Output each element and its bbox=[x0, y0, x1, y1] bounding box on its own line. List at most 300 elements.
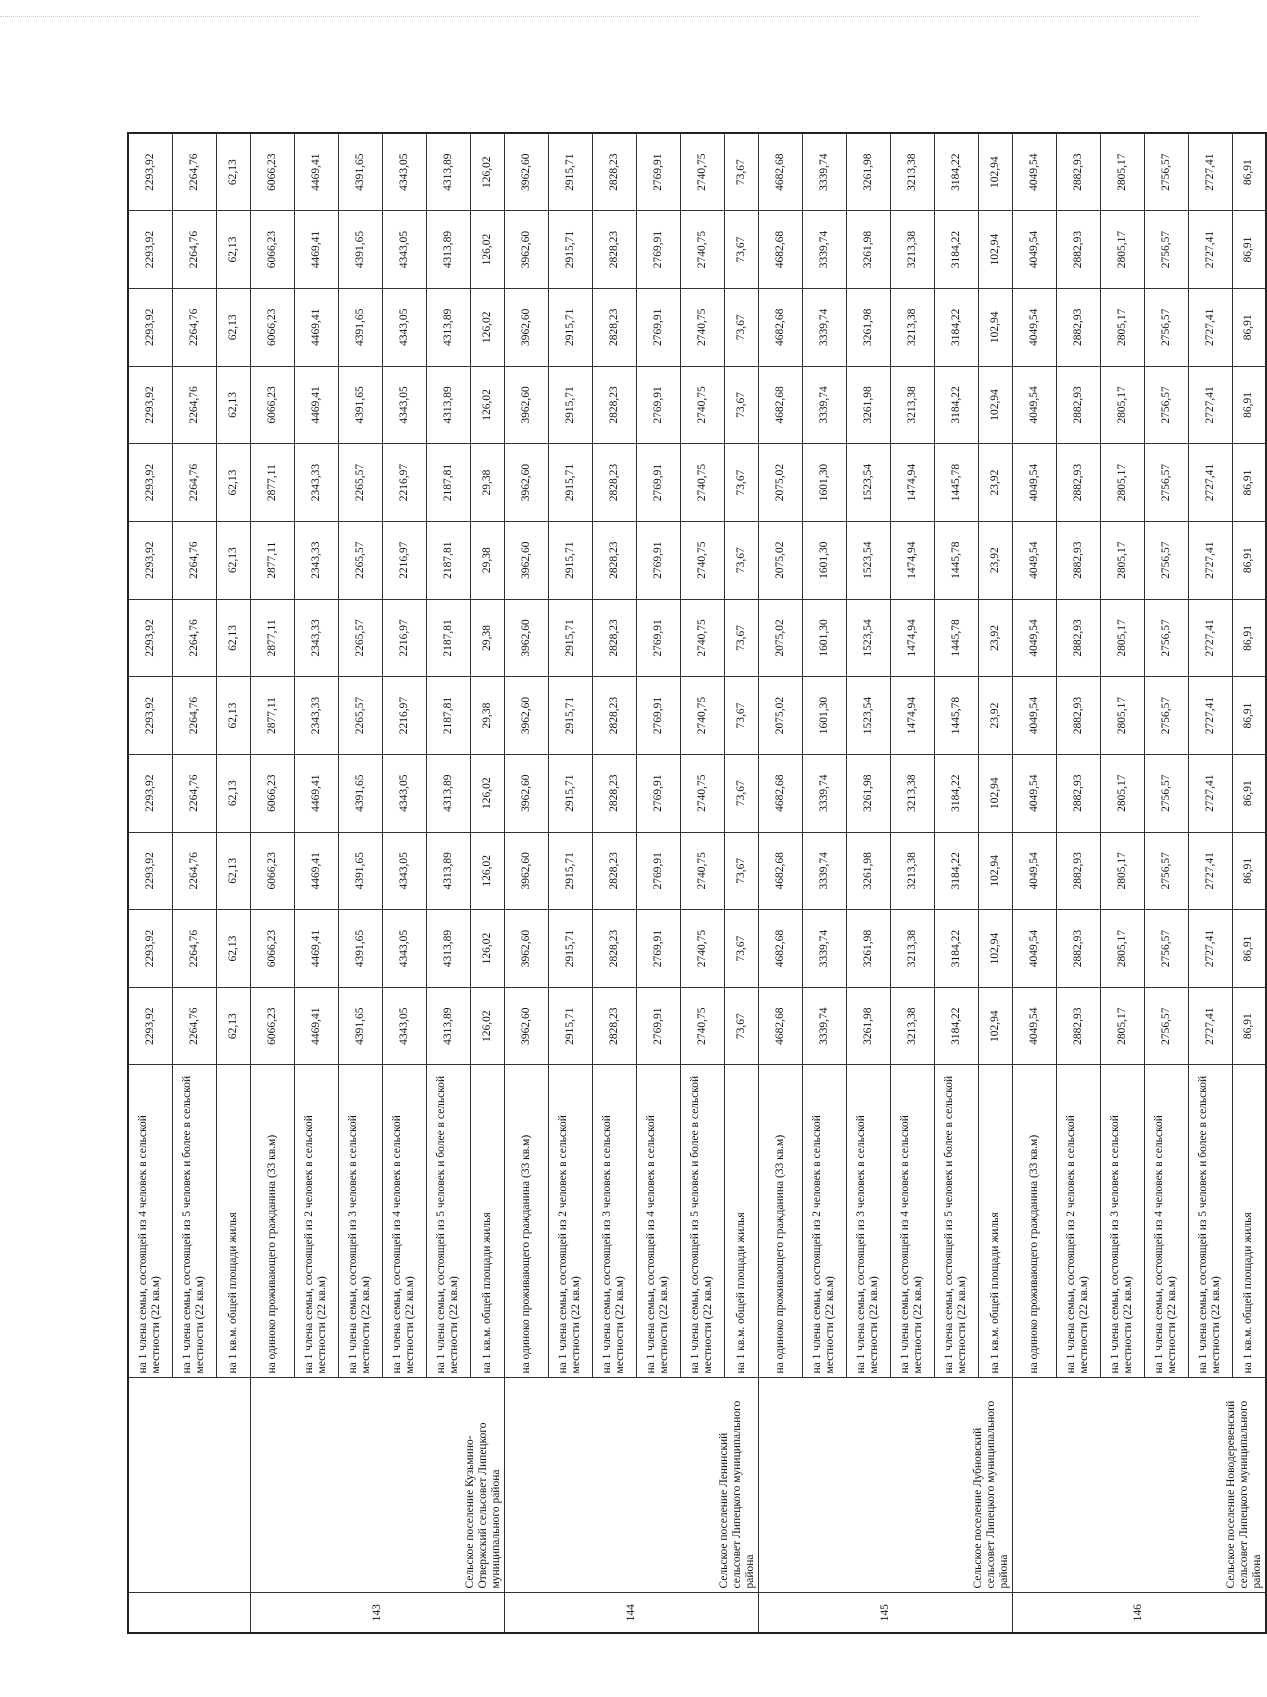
value-cell: 62,13 bbox=[216, 521, 250, 599]
value-cell: 6066,23 bbox=[250, 288, 294, 366]
value-cell: 2293,92 bbox=[128, 288, 172, 366]
value-cell: 4391,65 bbox=[338, 211, 382, 289]
value-cell: 3339,74 bbox=[802, 832, 846, 910]
value-cell: 3184,22 bbox=[934, 910, 978, 988]
value-cell: 126,02 bbox=[470, 987, 504, 1065]
value-cell: 4049,54 bbox=[1012, 832, 1056, 910]
value-cell: 2293,92 bbox=[128, 677, 172, 755]
value-cell: 3184,22 bbox=[934, 832, 978, 910]
value-cell: 1445,78 bbox=[934, 444, 978, 522]
value-cell: 3213,38 bbox=[890, 366, 934, 444]
value-cell: 62,13 bbox=[216, 288, 250, 366]
value-cell: 2805,17 bbox=[1100, 754, 1144, 832]
norm-description: на 1 члена семьи, состоящей из 4 человек в сельской местности (22 кв.м) bbox=[890, 1065, 934, 1378]
norm-description: на 1 члена семьи, состоящей из 3 человек в сельской местности (22 кв.м) bbox=[846, 1065, 890, 1378]
value-cell: 2293,92 bbox=[128, 211, 172, 289]
norm-description: на 1 члена семьи, состоящей из 4 человек в сельской местности (22 кв.м) bbox=[1144, 1065, 1188, 1378]
value-cell: 2343,33 bbox=[294, 521, 338, 599]
value-cell: 2293,92 bbox=[128, 444, 172, 522]
value-cell: 2740,75 bbox=[680, 754, 724, 832]
value-cell: 2828,23 bbox=[592, 677, 636, 755]
value-cell: 126,02 bbox=[470, 754, 504, 832]
norm-description: на 1 члена семьи, состоящей из 3 человек в сельской местности (22 кв.м) bbox=[592, 1065, 636, 1378]
value-cell: 2769,91 bbox=[636, 444, 680, 522]
value-cell: 2756,57 bbox=[1144, 832, 1188, 910]
value-cell: 86,91 bbox=[1232, 211, 1266, 289]
value-cell: 2756,57 bbox=[1144, 677, 1188, 755]
value-cell: 4049,54 bbox=[1012, 521, 1056, 599]
value-cell: 4469,41 bbox=[294, 288, 338, 366]
value-cell: 126,02 bbox=[470, 133, 504, 211]
value-cell: 3339,74 bbox=[802, 211, 846, 289]
value-cell: 73,67 bbox=[724, 521, 758, 599]
value-cell: 2828,23 bbox=[592, 133, 636, 211]
value-cell: 2882,93 bbox=[1056, 832, 1100, 910]
value-cell: 3213,38 bbox=[890, 288, 934, 366]
value-cell: 73,67 bbox=[724, 754, 758, 832]
value-cell: 1445,78 bbox=[934, 677, 978, 755]
value-cell: 2264,76 bbox=[172, 832, 216, 910]
value-cell: 2264,76 bbox=[172, 521, 216, 599]
value-cell: 3184,22 bbox=[934, 133, 978, 211]
value-cell: 2769,91 bbox=[636, 754, 680, 832]
value-cell: 2727,41 bbox=[1188, 754, 1232, 832]
value-cell: 73,67 bbox=[724, 211, 758, 289]
value-cell: 4049,54 bbox=[1012, 677, 1056, 755]
value-cell: 3213,38 bbox=[890, 910, 934, 988]
norm-description: на 1 члена семьи, состоящей из 5 человек и более в сельской местности (22 кв.м) bbox=[680, 1065, 724, 1378]
norm-description: на 1 члена семьи, состоящей из 4 человек в сельской местности (22 кв.м) bbox=[128, 1065, 172, 1378]
value-cell: 2915,71 bbox=[548, 366, 592, 444]
value-cell: 4469,41 bbox=[294, 754, 338, 832]
value-cell: 2882,93 bbox=[1056, 444, 1100, 522]
value-cell: 6066,23 bbox=[250, 987, 294, 1065]
value-cell: 73,67 bbox=[724, 910, 758, 988]
norm-description: на одиноко проживающего гражданина (33 кв.м) bbox=[504, 1065, 548, 1378]
value-cell: 2187,81 bbox=[426, 599, 470, 677]
row-number: 145 bbox=[758, 1593, 1012, 1633]
value-cell: 3213,38 bbox=[890, 832, 934, 910]
value-cell: 4469,41 bbox=[294, 366, 338, 444]
value-cell: 2828,23 bbox=[592, 987, 636, 1065]
value-cell: 3261,98 bbox=[846, 832, 890, 910]
value-cell: 126,02 bbox=[470, 288, 504, 366]
value-cell: 1601,30 bbox=[802, 444, 846, 522]
value-cell: 2293,92 bbox=[128, 754, 172, 832]
value-cell: 2805,17 bbox=[1100, 910, 1144, 988]
value-cell: 3261,98 bbox=[846, 366, 890, 444]
value-cell: 2727,41 bbox=[1188, 211, 1232, 289]
value-cell: 2915,71 bbox=[548, 910, 592, 988]
value-cell: 2915,71 bbox=[548, 599, 592, 677]
table-row bbox=[504, 133, 548, 1633]
value-cell: 3339,74 bbox=[802, 910, 846, 988]
value-cell: 2265,57 bbox=[338, 599, 382, 677]
norm-description: на 1 члена семьи, состоящей из 4 человек в сельской местности (22 кв.м) bbox=[636, 1065, 680, 1378]
value-cell: 3339,74 bbox=[802, 133, 846, 211]
value-cell: 4682,68 bbox=[758, 754, 802, 832]
value-cell: 3184,22 bbox=[934, 211, 978, 289]
value-cell: 2740,75 bbox=[680, 366, 724, 444]
value-cell: 2187,81 bbox=[426, 444, 470, 522]
norm-description: на 1 кв.м. общей площади жилья bbox=[216, 1065, 250, 1378]
value-cell: 4343,05 bbox=[382, 987, 426, 1065]
value-cell: 4049,54 bbox=[1012, 910, 1056, 988]
value-cell: 86,91 bbox=[1232, 133, 1266, 211]
value-cell: 4391,65 bbox=[338, 910, 382, 988]
value-cell: 4391,65 bbox=[338, 832, 382, 910]
value-cell: 62,13 bbox=[216, 444, 250, 522]
value-cell: 2343,33 bbox=[294, 677, 338, 755]
value-cell: 2828,23 bbox=[592, 366, 636, 444]
value-cell: 2882,93 bbox=[1056, 599, 1100, 677]
value-cell: 2877,11 bbox=[250, 521, 294, 599]
value-cell: 4469,41 bbox=[294, 832, 338, 910]
value-cell: 4682,68 bbox=[758, 832, 802, 910]
value-cell: 2756,57 bbox=[1144, 444, 1188, 522]
value-cell: 29,38 bbox=[470, 599, 504, 677]
norm-description: на 1 кв.м. общей площади жилья bbox=[1232, 1065, 1266, 1378]
value-cell: 4682,68 bbox=[758, 987, 802, 1065]
value-cell: 2877,11 bbox=[250, 677, 294, 755]
value-cell: 2293,92 bbox=[128, 987, 172, 1065]
value-cell: 2756,57 bbox=[1144, 910, 1188, 988]
value-cell: 3261,98 bbox=[846, 910, 890, 988]
value-cell: 2882,93 bbox=[1056, 910, 1100, 988]
value-cell: 62,13 bbox=[216, 133, 250, 211]
value-cell: 2264,76 bbox=[172, 910, 216, 988]
value-cell: 62,13 bbox=[216, 211, 250, 289]
value-cell: 2727,41 bbox=[1188, 677, 1232, 755]
value-cell: 2216,97 bbox=[382, 599, 426, 677]
value-cell: 3962,60 bbox=[504, 288, 548, 366]
value-cell: 2915,71 bbox=[548, 444, 592, 522]
settlement-name: Сельское поселение Кузьмино-Отвержский сельсовет Липецкого муниципального района bbox=[250, 1378, 504, 1593]
value-cell: 2805,17 bbox=[1100, 366, 1144, 444]
value-cell: 4682,68 bbox=[758, 910, 802, 988]
value-cell: 2727,41 bbox=[1188, 288, 1232, 366]
value-cell: 3261,98 bbox=[846, 211, 890, 289]
value-cell: 2727,41 bbox=[1188, 444, 1232, 522]
value-cell: 6066,23 bbox=[250, 211, 294, 289]
value-cell: 2805,17 bbox=[1100, 211, 1144, 289]
value-cell: 2882,93 bbox=[1056, 288, 1100, 366]
norm-description: на 1 члена семьи, состоящей из 5 человек и более в сельской местности (22 кв.м) bbox=[934, 1065, 978, 1378]
value-cell: 2264,76 bbox=[172, 211, 216, 289]
value-cell: 2727,41 bbox=[1188, 599, 1232, 677]
value-cell: 2915,71 bbox=[548, 754, 592, 832]
value-cell: 3213,38 bbox=[890, 754, 934, 832]
value-cell: 102,94 bbox=[978, 133, 1012, 211]
value-cell: 29,38 bbox=[470, 521, 504, 599]
value-cell: 3184,22 bbox=[934, 288, 978, 366]
value-cell: 6066,23 bbox=[250, 910, 294, 988]
value-cell: 2075,02 bbox=[758, 599, 802, 677]
value-cell: 4049,54 bbox=[1012, 133, 1056, 211]
value-cell: 3339,74 bbox=[802, 987, 846, 1065]
value-cell: 2915,71 bbox=[548, 288, 592, 366]
value-cell: 4343,05 bbox=[382, 754, 426, 832]
settlement-name: Сельское поселение Ленинский сельсовет Липецкого муниципального района bbox=[504, 1378, 758, 1593]
value-cell: 62,13 bbox=[216, 677, 250, 755]
value-cell: 3339,74 bbox=[802, 754, 846, 832]
value-cell: 2075,02 bbox=[758, 521, 802, 599]
value-cell: 4391,65 bbox=[338, 754, 382, 832]
value-cell: 2740,75 bbox=[680, 677, 724, 755]
table-row bbox=[1012, 133, 1056, 1633]
value-cell: 29,38 bbox=[470, 677, 504, 755]
value-cell: 4682,68 bbox=[758, 366, 802, 444]
value-cell: 2882,93 bbox=[1056, 677, 1100, 755]
value-cell: 6066,23 bbox=[250, 366, 294, 444]
value-cell: 3261,98 bbox=[846, 987, 890, 1065]
value-cell: 4343,05 bbox=[382, 288, 426, 366]
value-cell: 2915,71 bbox=[548, 211, 592, 289]
value-cell: 2740,75 bbox=[680, 133, 724, 211]
value-cell: 3261,98 bbox=[846, 288, 890, 366]
value-cell: 2882,93 bbox=[1056, 521, 1100, 599]
value-cell: 73,67 bbox=[724, 832, 758, 910]
value-cell: 2727,41 bbox=[1188, 987, 1232, 1065]
value-cell: 2187,81 bbox=[426, 521, 470, 599]
value-cell: 102,94 bbox=[978, 288, 1012, 366]
norm-description: на 1 кв.м. общей площади жилья bbox=[978, 1065, 1012, 1378]
value-cell: 3261,98 bbox=[846, 133, 890, 211]
value-cell: 2265,57 bbox=[338, 444, 382, 522]
value-cell: 86,91 bbox=[1232, 754, 1266, 832]
value-cell: 2264,76 bbox=[172, 288, 216, 366]
value-cell: 2264,76 bbox=[172, 133, 216, 211]
value-cell: 2187,81 bbox=[426, 677, 470, 755]
value-cell: 2293,92 bbox=[128, 133, 172, 211]
tariff-table bbox=[127, 132, 1267, 1634]
value-cell: 73,67 bbox=[724, 133, 758, 211]
value-cell: 2265,57 bbox=[338, 677, 382, 755]
value-cell: 2264,76 bbox=[172, 677, 216, 755]
value-cell: 2769,91 bbox=[636, 677, 680, 755]
value-cell: 1523,54 bbox=[846, 677, 890, 755]
value-cell: 2877,11 bbox=[250, 444, 294, 522]
value-cell: 4682,68 bbox=[758, 211, 802, 289]
value-cell: 2264,76 bbox=[172, 366, 216, 444]
norm-description: на 1 члена семьи, состоящей из 2 человек в сельской местности (22 кв.м) bbox=[548, 1065, 592, 1378]
value-cell: 3962,60 bbox=[504, 754, 548, 832]
norm-description: на одиноко проживающего гражданина (33 кв.м) bbox=[758, 1065, 802, 1378]
norm-description: на 1 члена семьи, состоящей из 4 человек в сельской местности (22 кв.м) bbox=[382, 1065, 426, 1378]
value-cell: 2805,17 bbox=[1100, 599, 1144, 677]
norm-description: на 1 члена семьи, состоящей из 5 человек и более в сельской местности (22 кв.м) bbox=[1188, 1065, 1232, 1378]
value-cell: 1474,94 bbox=[890, 444, 934, 522]
norm-description: на одиноко проживающего гражданина (33 кв.м) bbox=[1012, 1065, 1056, 1378]
value-cell: 2769,91 bbox=[636, 832, 680, 910]
value-cell: 3261,98 bbox=[846, 754, 890, 832]
value-cell: 23,92 bbox=[978, 677, 1012, 755]
value-cell: 2075,02 bbox=[758, 444, 802, 522]
value-cell: 4391,65 bbox=[338, 366, 382, 444]
norm-description: на 1 члена семьи, состоящей из 5 человек и более в сельской местности (22 кв.м) bbox=[172, 1065, 216, 1378]
value-cell: 2805,17 bbox=[1100, 832, 1144, 910]
value-cell: 2769,91 bbox=[636, 133, 680, 211]
value-cell: 2828,23 bbox=[592, 832, 636, 910]
value-cell: 3184,22 bbox=[934, 366, 978, 444]
value-cell: 86,91 bbox=[1232, 832, 1266, 910]
value-cell: 2740,75 bbox=[680, 521, 724, 599]
value-cell: 2727,41 bbox=[1188, 910, 1232, 988]
value-cell: 86,91 bbox=[1232, 987, 1266, 1065]
table-row bbox=[250, 133, 294, 1633]
row-number: 144 bbox=[504, 1593, 758, 1633]
value-cell: 2216,97 bbox=[382, 444, 426, 522]
value-cell: 62,13 bbox=[216, 910, 250, 988]
value-cell: 62,13 bbox=[216, 366, 250, 444]
value-cell: 102,94 bbox=[978, 987, 1012, 1065]
value-cell: 2293,92 bbox=[128, 599, 172, 677]
value-cell: 86,91 bbox=[1232, 288, 1266, 366]
value-cell: 2828,23 bbox=[592, 444, 636, 522]
value-cell: 1445,78 bbox=[934, 599, 978, 677]
norm-description: на 1 кв.м. общей площади жилья bbox=[724, 1065, 758, 1378]
value-cell: 4313,89 bbox=[426, 754, 470, 832]
value-cell: 126,02 bbox=[470, 366, 504, 444]
value-cell: 2882,93 bbox=[1056, 987, 1100, 1065]
value-cell: 62,13 bbox=[216, 599, 250, 677]
value-cell: 2727,41 bbox=[1188, 366, 1232, 444]
value-cell: 2828,23 bbox=[592, 910, 636, 988]
norm-description: на одиноко проживающего гражданина (33 кв.м) bbox=[250, 1065, 294, 1378]
value-cell: 2756,57 bbox=[1144, 987, 1188, 1065]
value-cell: 2805,17 bbox=[1100, 444, 1144, 522]
value-cell: 3962,60 bbox=[504, 521, 548, 599]
value-cell: 2727,41 bbox=[1188, 521, 1232, 599]
norm-description: на 1 члена семьи, состоящей из 5 человек и более в сельской местности (22 кв.м) bbox=[426, 1065, 470, 1378]
value-cell: 6066,23 bbox=[250, 133, 294, 211]
value-cell: 3213,38 bbox=[890, 211, 934, 289]
value-cell: 2756,57 bbox=[1144, 599, 1188, 677]
value-cell: 4391,65 bbox=[338, 288, 382, 366]
value-cell: 23,92 bbox=[978, 444, 1012, 522]
value-cell: 3962,60 bbox=[504, 677, 548, 755]
value-cell: 2882,93 bbox=[1056, 133, 1100, 211]
value-cell: 4049,54 bbox=[1012, 754, 1056, 832]
value-cell: 4343,05 bbox=[382, 832, 426, 910]
value-cell: 2756,57 bbox=[1144, 288, 1188, 366]
value-cell: 2264,76 bbox=[172, 987, 216, 1065]
value-cell: 102,94 bbox=[978, 910, 1012, 988]
value-cell: 3962,60 bbox=[504, 444, 548, 522]
value-cell: 2740,75 bbox=[680, 910, 724, 988]
value-cell: 4049,54 bbox=[1012, 211, 1056, 289]
row-number bbox=[128, 1593, 250, 1633]
value-cell: 2769,91 bbox=[636, 211, 680, 289]
value-cell: 3184,22 bbox=[934, 987, 978, 1065]
value-cell: 2293,92 bbox=[128, 910, 172, 988]
value-cell: 2740,75 bbox=[680, 832, 724, 910]
value-cell: 73,67 bbox=[724, 599, 758, 677]
norm-description: на 1 члена семьи, состоящей из 2 человек в сельской местности (22 кв.м) bbox=[802, 1065, 846, 1378]
value-cell: 2756,57 bbox=[1144, 211, 1188, 289]
tariff-table-body bbox=[128, 133, 1266, 1633]
value-cell: 3184,22 bbox=[934, 754, 978, 832]
value-cell: 2769,91 bbox=[636, 288, 680, 366]
value-cell: 2727,41 bbox=[1188, 832, 1232, 910]
value-cell: 73,67 bbox=[724, 288, 758, 366]
value-cell: 2828,23 bbox=[592, 754, 636, 832]
value-cell: 2915,71 bbox=[548, 133, 592, 211]
value-cell: 4469,41 bbox=[294, 910, 338, 988]
value-cell: 3962,60 bbox=[504, 211, 548, 289]
value-cell: 2343,33 bbox=[294, 444, 338, 522]
value-cell: 2216,97 bbox=[382, 521, 426, 599]
value-cell: 1601,30 bbox=[802, 521, 846, 599]
value-cell: 1523,54 bbox=[846, 444, 890, 522]
value-cell: 3962,60 bbox=[504, 987, 548, 1065]
value-cell: 62,13 bbox=[216, 754, 250, 832]
value-cell: 23,92 bbox=[978, 521, 1012, 599]
value-cell: 2740,75 bbox=[680, 987, 724, 1065]
value-cell: 2216,97 bbox=[382, 677, 426, 755]
value-cell: 2756,57 bbox=[1144, 366, 1188, 444]
value-cell: 2293,92 bbox=[128, 832, 172, 910]
value-cell: 3962,60 bbox=[504, 832, 548, 910]
value-cell: 102,94 bbox=[978, 832, 1012, 910]
value-cell: 73,67 bbox=[724, 366, 758, 444]
value-cell: 2756,57 bbox=[1144, 133, 1188, 211]
value-cell: 2756,57 bbox=[1144, 754, 1188, 832]
value-cell: 2740,75 bbox=[680, 211, 724, 289]
value-cell: 2769,91 bbox=[636, 910, 680, 988]
row-number: 143 bbox=[250, 1593, 504, 1633]
row-number: 146 bbox=[1012, 1593, 1266, 1633]
value-cell: 2828,23 bbox=[592, 288, 636, 366]
value-cell: 2740,75 bbox=[680, 599, 724, 677]
value-cell: 1474,94 bbox=[890, 521, 934, 599]
value-cell: 2293,92 bbox=[128, 521, 172, 599]
scan-top-border bbox=[0, 16, 1200, 17]
value-cell: 86,91 bbox=[1232, 444, 1266, 522]
value-cell: 2769,91 bbox=[636, 987, 680, 1065]
value-cell: 2828,23 bbox=[592, 599, 636, 677]
value-cell: 4313,89 bbox=[426, 211, 470, 289]
value-cell: 2769,91 bbox=[636, 521, 680, 599]
value-cell: 126,02 bbox=[470, 910, 504, 988]
value-cell: 4391,65 bbox=[338, 133, 382, 211]
value-cell: 4313,89 bbox=[426, 832, 470, 910]
value-cell: 1601,30 bbox=[802, 599, 846, 677]
value-cell: 102,94 bbox=[978, 366, 1012, 444]
value-cell: 4469,41 bbox=[294, 133, 338, 211]
value-cell: 2264,76 bbox=[172, 754, 216, 832]
value-cell: 102,94 bbox=[978, 211, 1012, 289]
norm-description: на 1 члена семьи, состоящей из 3 человек в сельской местности (22 кв.м) bbox=[1100, 1065, 1144, 1378]
value-cell: 4343,05 bbox=[382, 910, 426, 988]
value-cell: 2805,17 bbox=[1100, 521, 1144, 599]
value-cell: 2740,75 bbox=[680, 288, 724, 366]
value-cell: 2264,76 bbox=[172, 599, 216, 677]
value-cell: 3339,74 bbox=[802, 288, 846, 366]
value-cell: 2727,41 bbox=[1188, 133, 1232, 211]
value-cell: 4313,89 bbox=[426, 987, 470, 1065]
value-cell: 3213,38 bbox=[890, 987, 934, 1065]
norm-description: на 1 кв.м. общей площади жилья bbox=[470, 1065, 504, 1378]
value-cell: 23,92 bbox=[978, 599, 1012, 677]
value-cell: 2343,33 bbox=[294, 599, 338, 677]
value-cell: 4049,54 bbox=[1012, 444, 1056, 522]
value-cell: 3962,60 bbox=[504, 133, 548, 211]
value-cell: 2075,02 bbox=[758, 677, 802, 755]
value-cell: 2805,17 bbox=[1100, 288, 1144, 366]
value-cell: 73,67 bbox=[724, 444, 758, 522]
value-cell: 102,94 bbox=[978, 754, 1012, 832]
